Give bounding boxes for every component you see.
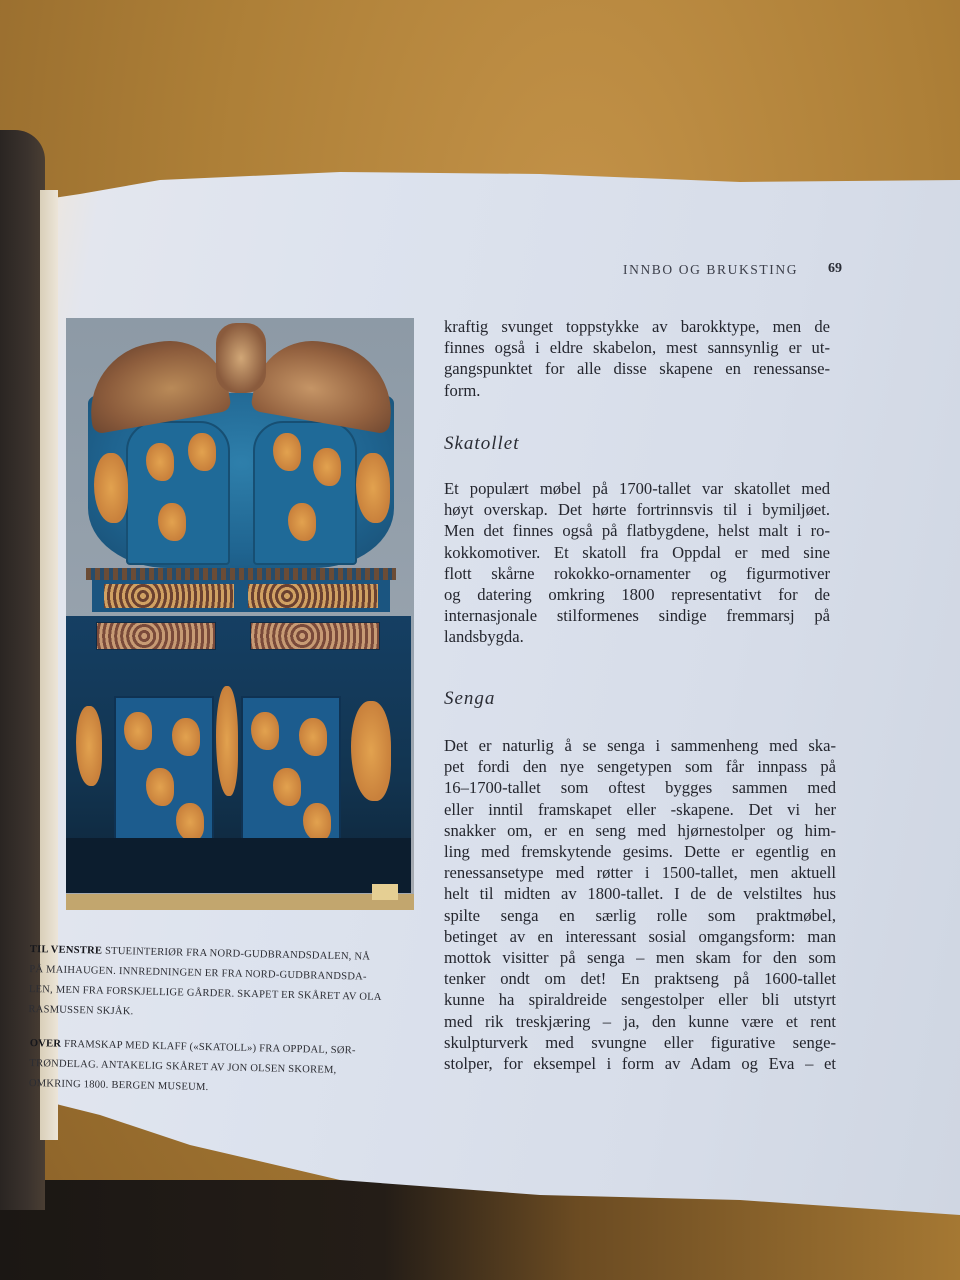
carved-leaf [76, 706, 102, 786]
carved-leaf [176, 803, 204, 841]
cabinet-lower-door-right [241, 696, 341, 850]
caption-line: TRØNDELAG. ANTAKELIG SKÅRET AV JON OLSEN SKOREM, [29, 1057, 337, 1076]
caption-til-venstre [28, 940, 402, 1028]
drawer [96, 622, 216, 650]
cabinet-lower-door-left [114, 696, 214, 850]
page-number: 69 [828, 261, 842, 276]
caption-line: RASMUSSEN SKJÅK. [28, 1003, 134, 1018]
carved-leaf [146, 768, 174, 806]
carved-leaf [172, 718, 200, 756]
carved-leaf [188, 433, 216, 471]
text-line: internasjonale stilformenes sindige fremmarsj på [444, 606, 830, 626]
cabinet-finial [216, 323, 266, 393]
text-line: snakker om, er en seng med hjørnestolper og him- [444, 820, 836, 840]
section-heading-skatollet: Skatollet [444, 433, 520, 454]
text-line: stolper, for eksempel i form av Adam og Eva – et [444, 1054, 836, 1074]
carved-leaf [303, 803, 331, 841]
text-line: kokkomotiver. Et skatoll fra Oppdal er med sine [444, 542, 830, 562]
carved-leaf [351, 701, 391, 801]
text-line: finnes også i eldre skabelon, mest sannsynlig er ut- [444, 338, 830, 358]
caption-label: TIL VENSTRE [29, 943, 103, 957]
text-line: med rik treskjæring – ja, den kunne være et rent [444, 1011, 836, 1031]
carved-leaf [146, 443, 174, 481]
text-line: kunne ha spiraldreide sengestolper eller bli utstyrt [444, 990, 836, 1010]
section-body-senga [444, 735, 836, 1074]
cabinet-frieze [92, 580, 390, 612]
carved-leaf [313, 448, 341, 486]
text-line: tenker ondt om det! En praktseng på 1600-tallet [444, 969, 836, 989]
drawer [250, 622, 380, 650]
text-line: ling med fremskytende gesims. Dette er egentlig en [444, 842, 836, 862]
carved-panel [104, 584, 234, 608]
text-line: helt til midten av 1800-tallet. I de de velstiltes hus [444, 884, 836, 904]
carved-leaf [251, 712, 279, 750]
text-line: 16–1700-tallet som oftest bygges sammen med [444, 778, 836, 798]
carved-leaf [299, 718, 327, 756]
text-line: renessansetype med røtter i 1500-tallet, men aktuell [444, 863, 836, 883]
text-line: eller inntil framskapet eller -skapene. Det vi her [444, 799, 836, 819]
caption-line: OMKRING 1800. BERGEN MUSEUM. [28, 1077, 209, 1094]
carved-leaf [288, 503, 316, 541]
text-line: skulpturverk med svungne eller figurative senge- [444, 1032, 836, 1052]
section-heading-senga: Senga [444, 688, 496, 709]
text-line: flott skårne rokokko-ornamenter og figurmotiver [444, 563, 830, 583]
carved-leaf [158, 503, 186, 541]
cabinet-fretwork [86, 568, 396, 580]
cabinet-photo [66, 318, 414, 910]
text-line: Et populært møbel på 1700-tallet var skatollet med [444, 479, 830, 498]
carved-leaf [356, 453, 390, 523]
text-line: betinget av en interessant sosial omgangsform: man [444, 926, 836, 946]
carved-leaf [94, 453, 128, 523]
text-line: mottok visitter på senga – men skam for den som [444, 948, 836, 968]
text-line: kraftig svunget toppstykke av barokktype, men de [444, 317, 830, 336]
text-line: gangspunktet for alle disse skapene en renessanse- [444, 359, 830, 379]
text-line: Men det finnes også på flatbygdene, helst malt i ro- [444, 521, 830, 541]
carved-leaf [216, 686, 238, 796]
caption-over [29, 1034, 402, 1102]
text-line: Det er naturlig å se senga i sammenheng med ska- [444, 736, 836, 755]
carved-leaf [273, 768, 301, 806]
cabinet-upper-door-right [253, 421, 357, 565]
caption-line: OVER FRAMSKAP MED KLAFF («SKATOLL») FRA OPPDAL, SØR- [29, 1037, 356, 1057]
text-line: høyt overskap. Det hørte fortrinnsvis til i bymiljøet. [444, 500, 830, 520]
text-line: landsbygda. [444, 627, 524, 647]
cabinet-drawers [86, 618, 396, 652]
text-line: form. [444, 380, 481, 400]
caption-line: PÅ MAIHAUGEN. INNREDNINGEN ER FRA NORD-GUDBRANDSDA- [29, 963, 367, 983]
caption-label: OVER [29, 1037, 62, 1050]
text-line: og datering omkring 1800 representativt for de [444, 585, 830, 605]
carved-panel [248, 584, 378, 608]
text-line: pet fordi den nye sengetypen som får innpass på [444, 757, 836, 777]
caption-line: LEN, MEN FRA FORSKJELLIGE GÅRDER. SKAPET ER SKÅRET AV OLA [28, 983, 382, 1003]
carved-leaf [124, 712, 152, 750]
cabinet-foot [372, 884, 398, 900]
intro-paragraph [444, 316, 830, 401]
running-head: INNBO OG BRUKSTING [623, 262, 799, 277]
cabinet-base [66, 838, 411, 893]
floor [66, 894, 414, 910]
carved-leaf [273, 433, 301, 471]
section-body-skatollet [444, 478, 830, 648]
caption-line: TIL VENSTRE STUEINTERIØR FRA NORD-GUDBRANDSDALEN, NÅ [29, 943, 371, 963]
text-line: spilte senga en særlig rolle som praktmøbel, [444, 905, 836, 925]
